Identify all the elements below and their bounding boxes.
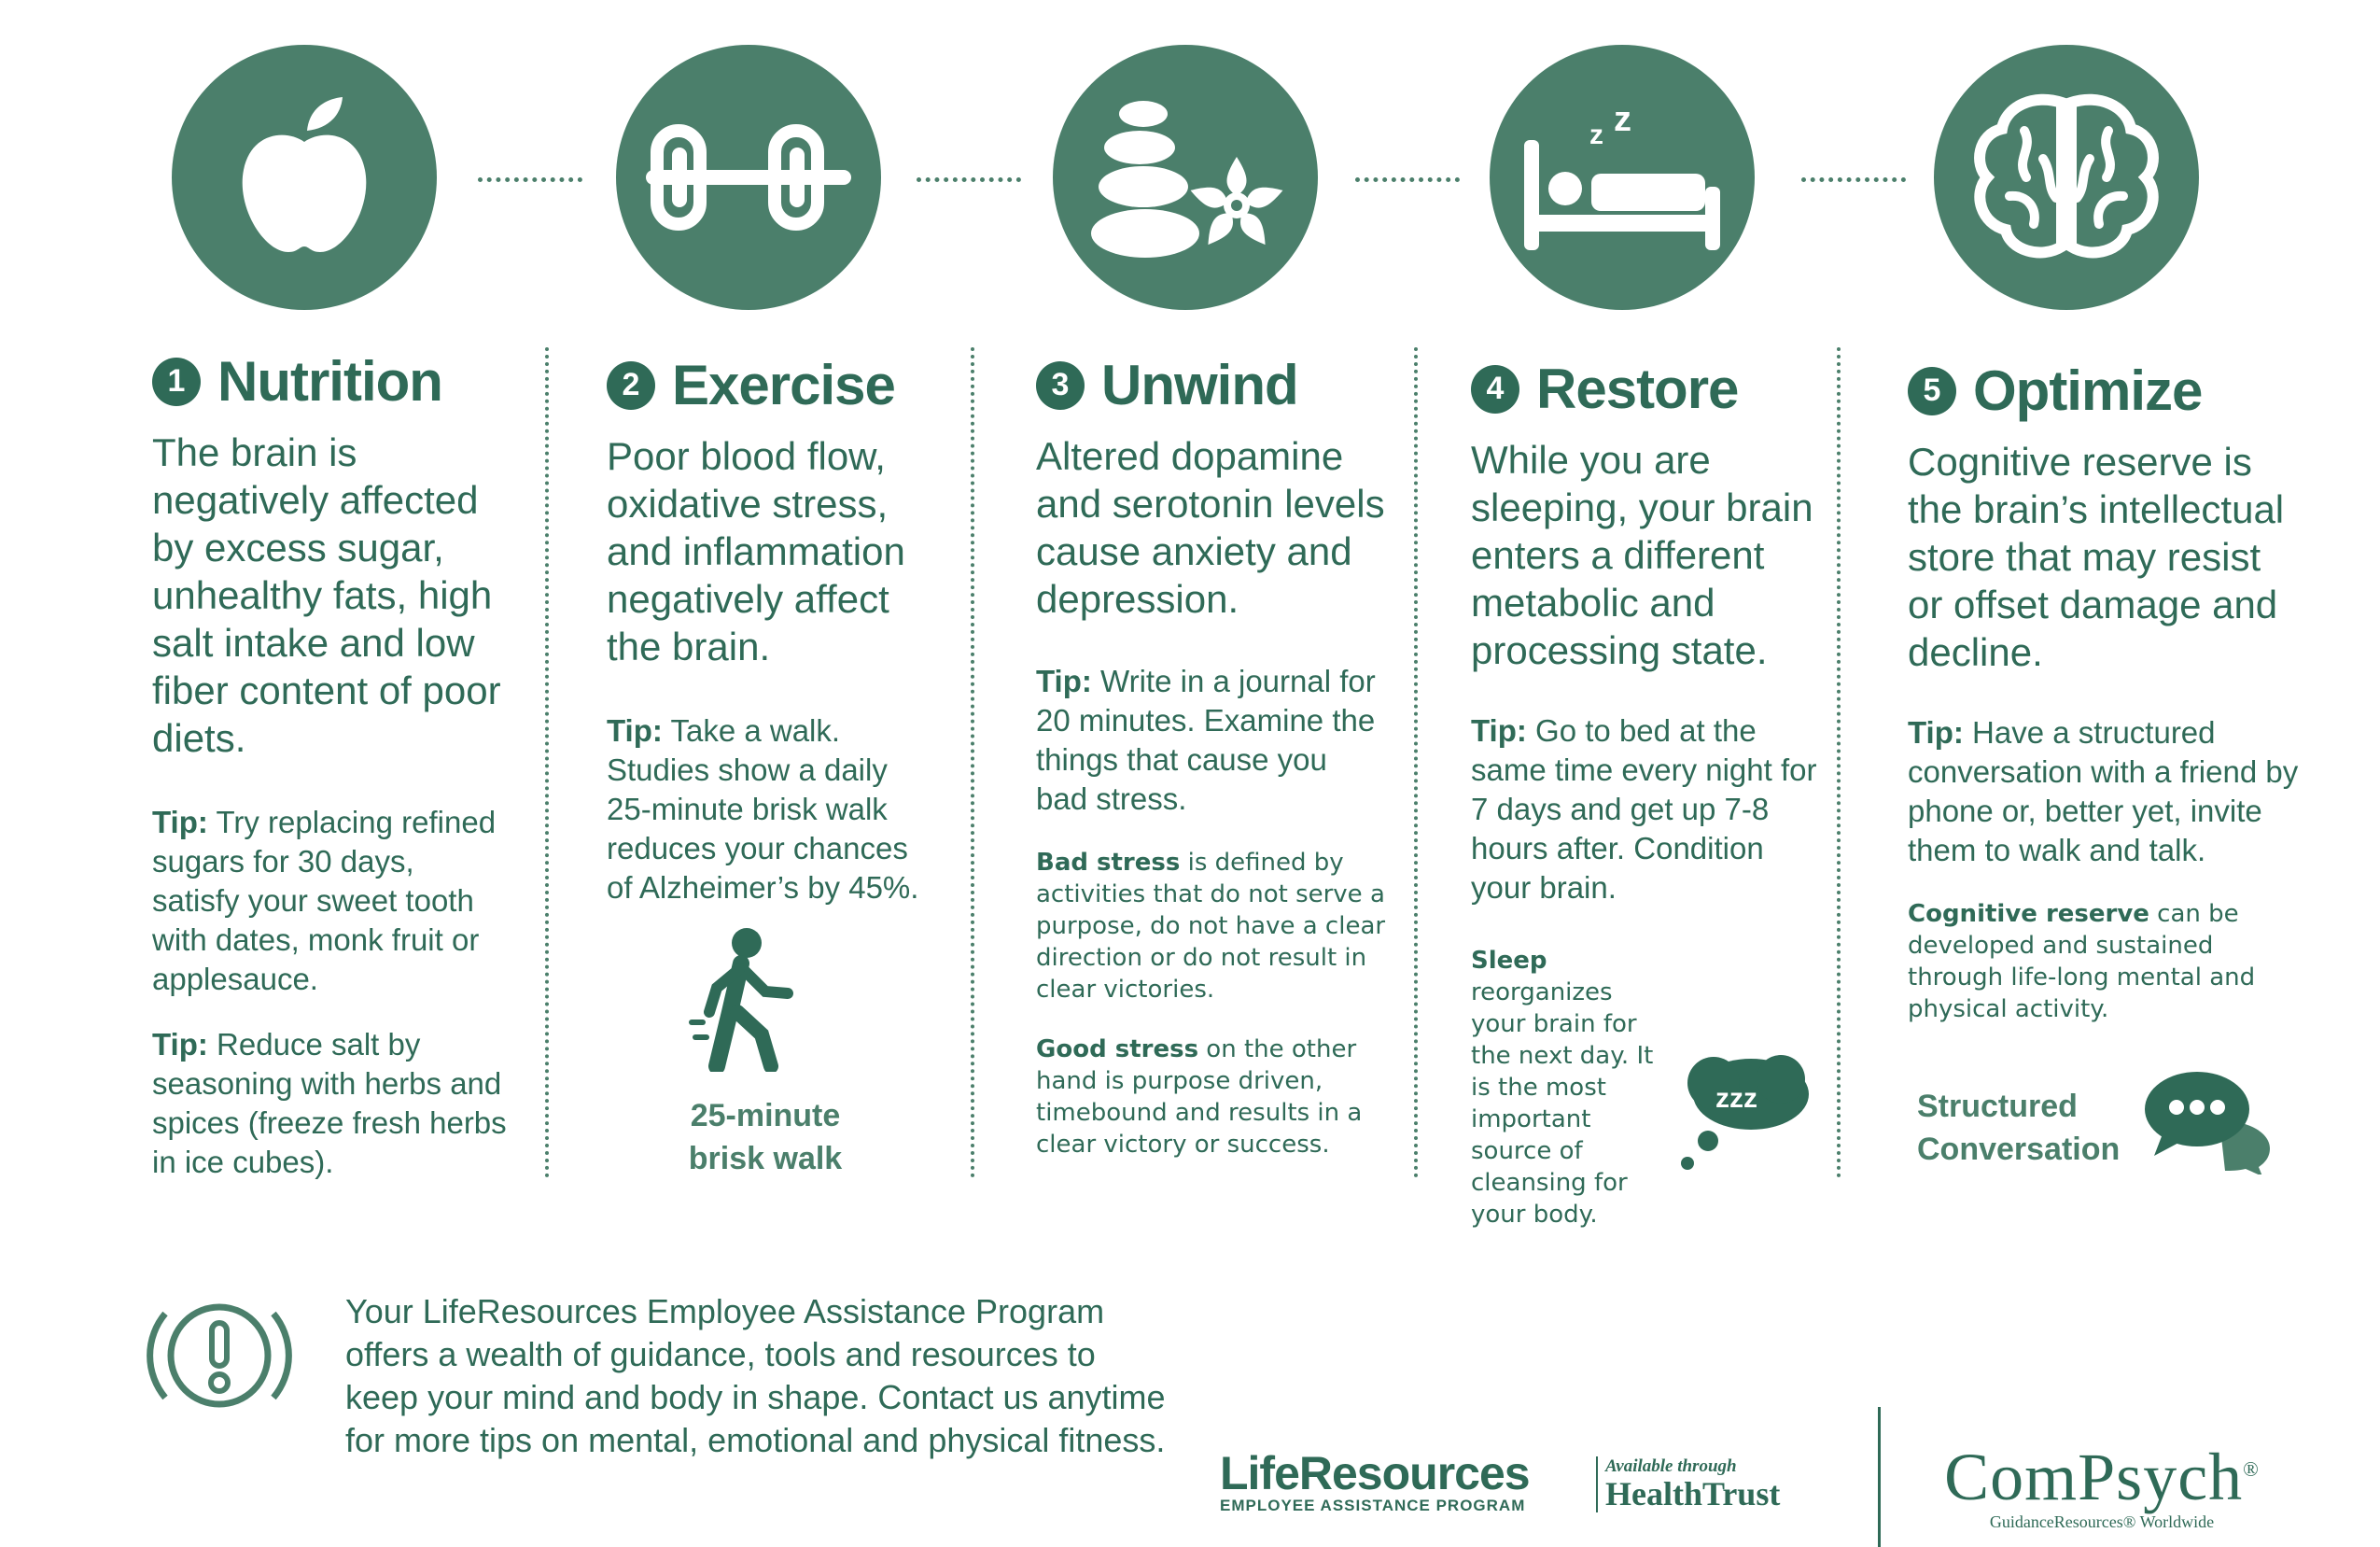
section-heading — [607, 353, 999, 417]
healthtrust-available-text: Available through — [1605, 1456, 1737, 1476]
compsych-logo-sub: GuidanceResources® Worldwide — [1989, 1512, 2215, 1531]
structured-conversation-caption: Structured Conversation — [1917, 1089, 2121, 1167]
section-note — [1908, 898, 2281, 1025]
section-tip — [1036, 662, 1381, 819]
optimize-icon-circle — [1934, 45, 2199, 310]
section-tip — [1908, 713, 2318, 870]
svg-text:z: z — [1614, 103, 1631, 139]
section-nutrition — [152, 349, 544, 1182]
logo-divider — [1878, 1407, 1881, 1547]
section-unwind — [1036, 353, 1428, 1160]
alert-icon — [145, 1286, 294, 1426]
healthtrust-logo — [1605, 1456, 1780, 1511]
connector-dots — [1801, 177, 1906, 182]
sleep-cloud-icon — [1676, 1046, 1816, 1176]
section-intro: Cognitive reserve is the brain’s intellectual store that may resist or offset damage and decline. — [1908, 440, 2285, 674]
exercise-icon-circle — [616, 45, 881, 310]
tip-text: Go to bed at the same time every night for 7 days and get up 7-8 hours after. Condition your brain. — [1471, 713, 1817, 905]
section-note — [1036, 1034, 1363, 1160]
section-title: Unwind — [1101, 354, 1298, 416]
walking-person-icon — [689, 926, 801, 1072]
eap-footer-text: Your LifeResources Employee Assistance Program offers a wealth of guidance, tools and resources to keep your mind and body in shape. Contact us anytime for more tips on mental, emotional and physical fitness. — [345, 1292, 1166, 1459]
compsych-logo-name: ComPsych® — [1944, 1440, 2260, 1514]
tip-label: Tip: — [152, 805, 208, 839]
section-number-badge: 4 — [1471, 365, 1519, 414]
tip-label: Tip: — [1471, 713, 1527, 748]
section-heading — [1908, 359, 2300, 423]
section-tip — [152, 803, 507, 999]
connector-dots — [917, 177, 1021, 182]
section-title: Exercise — [672, 354, 895, 416]
section-number-badge: 2 — [607, 361, 655, 410]
note-text: on the other hand is purpose driven, timebound and results in a clear victory or success. — [1036, 1035, 1363, 1159]
note-label: Good stress — [1036, 1035, 1199, 1063]
chat-bubbles-icon — [2145, 1066, 2272, 1174]
restore-icon-circle — [1490, 45, 1755, 310]
liferesources-logo — [1220, 1447, 1530, 1515]
section-heading — [152, 349, 544, 414]
healthtrust-name: HealthTrust — [1605, 1475, 1781, 1512]
section-tip — [607, 711, 933, 907]
section-intro: The brain is negatively affected by excess sugar, unhealthy fats, high salt intake and low fiber content of poor diets. — [152, 430, 501, 760]
note-text: can be developed and sustained through life-long mental and physical activity. — [1908, 900, 2256, 1023]
tip-text: Have a structured conversation with a friend by phone or, better yet, invite them to walk and talk. — [1908, 715, 2299, 867]
section-intro: While you are sleeping, your brain enters a different metabolic and processing state. — [1471, 438, 1813, 672]
compsych-logo — [1925, 1434, 2279, 1532]
liferesources-logo-sub: EMPLOYEE ASSISTANCE PROGRAM — [1220, 1497, 1526, 1514]
tip-label: Tip: — [1036, 664, 1092, 698]
section-heading — [1471, 357, 1863, 421]
svg-text:z: z — [1589, 120, 1603, 150]
section-number-badge: 5 — [1908, 367, 1956, 415]
note-text: is defined by activities that do not serve a purpose, do not have a clear direction or do not result in clear victories. — [1036, 849, 1386, 1004]
sleep-cloud-text: zzz — [1715, 1083, 1757, 1114]
connector-dots — [1355, 177, 1460, 182]
dumbbell-icon — [646, 121, 851, 233]
brisk-walk-caption: 25-minute brisk walk — [688, 1098, 843, 1176]
section-optimize — [1908, 359, 2300, 1025]
section-heading — [1036, 353, 1428, 417]
section-number-badge: 1 — [152, 358, 201, 406]
logo-divider — [1596, 1456, 1598, 1512]
note-label: Sleep — [1471, 947, 1547, 975]
tip-label: Tip: — [607, 713, 663, 748]
connector-dots — [478, 177, 582, 182]
note-label: Bad stress — [1036, 849, 1181, 877]
tip-text: Write in a journal for 20 minutes. Examine the things that cause you bad stress. — [1036, 664, 1376, 816]
section-note — [1471, 945, 1658, 1231]
tip-label: Tip: — [1908, 715, 1964, 750]
column-divider — [545, 347, 549, 1178]
liferesources-logo-name: LifeResources — [1220, 1447, 1530, 1499]
nutrition-icon-circle — [172, 45, 437, 310]
note-text: reorganizes your brain for the next day. It is the most important source of cleansing for your body. — [1471, 978, 1654, 1229]
section-note — [1036, 847, 1391, 1006]
zen-stones-icon — [1087, 93, 1283, 261]
tip-text: Reduce salt by seasoning with herbs and spices (freeze fresh herbs in ice cubes). — [152, 1027, 507, 1179]
unwind-icon-circle — [1053, 45, 1318, 310]
brain-icon — [1968, 93, 2164, 261]
section-exercise — [607, 353, 999, 907]
note-label: Cognitive reserve — [1908, 900, 2149, 928]
apple-icon — [234, 93, 374, 261]
section-title: Restore — [1536, 358, 1739, 420]
section-tip — [152, 1025, 507, 1182]
tip-label: Tip: — [152, 1027, 208, 1062]
section-intro: Altered dopamine and serotonin levels cause anxiety and depression. — [1036, 434, 1385, 621]
section-number-badge: 3 — [1036, 361, 1085, 410]
section-intro: Poor blood flow, oxidative stress, and inflammation negatively affect the brain. — [607, 434, 905, 668]
bed-icon — [1524, 103, 1720, 252]
section-title: Nutrition — [217, 350, 442, 413]
section-tip — [1471, 711, 1826, 907]
section-title: Optimize — [1973, 359, 2203, 422]
tip-text: Take a walk. Studies show a daily 25-minute brisk walk reduces your chances of Alzheimer’s by 45%. — [607, 713, 919, 905]
tip-text: Try replacing refined sugars for 30 days, satisfy your sweet tooth with dates, monk fruit or applesauce. — [152, 805, 497, 996]
